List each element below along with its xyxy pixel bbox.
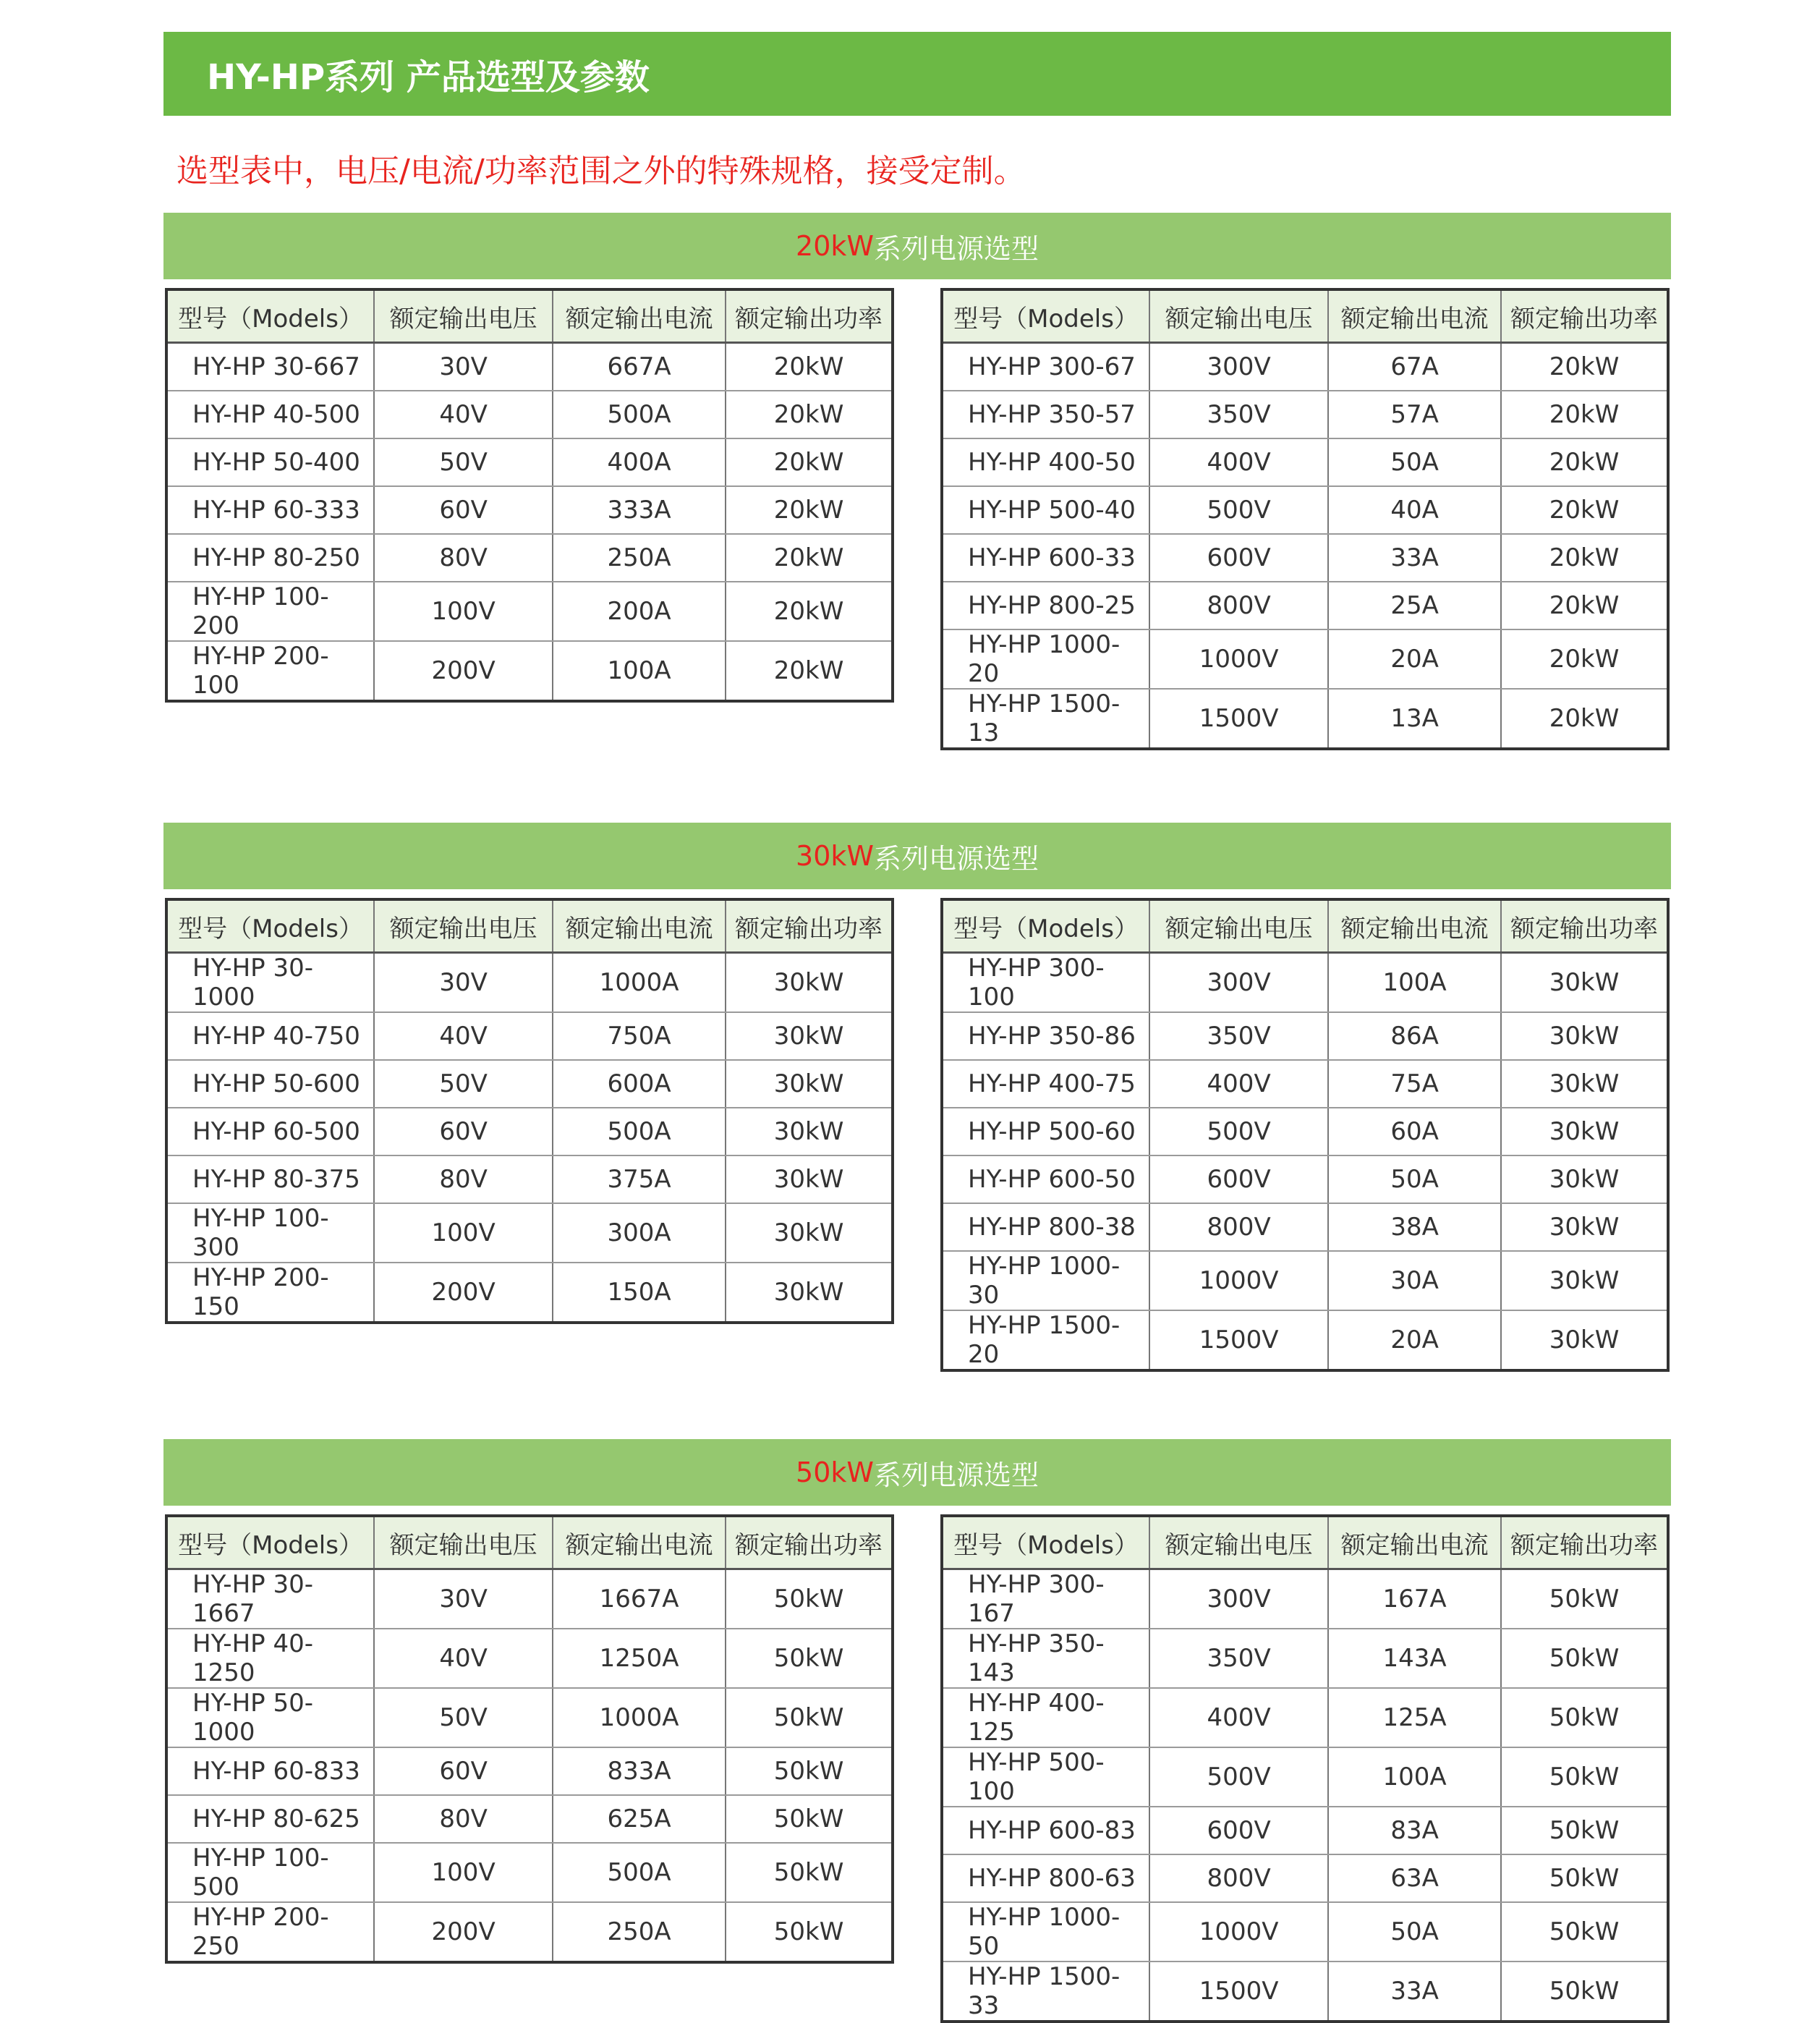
table-cell: 50kW: [1501, 1961, 1668, 2022]
table-row: [166, 1688, 893, 1747]
table-row: [166, 343, 893, 391]
table-header-row: [942, 899, 1668, 953]
table-cell: 30kW: [1501, 1060, 1668, 1108]
table-cell: 100V: [374, 1203, 553, 1263]
table-cell: HY-HP 30-1667: [166, 1569, 374, 1629]
table-cell: HY-HP 300-100: [942, 953, 1149, 1013]
table-cell: HY-HP 40-500: [166, 391, 374, 438]
table-cell: 13A: [1328, 689, 1501, 749]
table-cell: 800V: [1149, 582, 1328, 629]
table-cell: 1000A: [553, 1688, 726, 1747]
table-cell: 20kW: [726, 343, 893, 391]
table-cell: 30kW: [726, 1012, 893, 1060]
table-cell: HY-HP 200-100: [192, 642, 329, 700]
table-cell: 63A: [1328, 1854, 1501, 1902]
page-title: HY-HP系列 产品选型及参数: [207, 56, 650, 98]
table-cell: HY-HP 1000-50: [942, 1902, 1149, 1961]
table-row: [166, 438, 893, 486]
table-row: [942, 1629, 1668, 1688]
table-row: [166, 1747, 893, 1795]
column-header: 型号（Models）: [166, 899, 374, 953]
table-cell: 20kW: [726, 534, 893, 582]
table-row: [166, 1843, 893, 1902]
table-cell: 50kW: [726, 1629, 893, 1688]
table-header-row: [942, 289, 1668, 343]
table-cell: 1500V: [1149, 689, 1328, 749]
table-row: [942, 1108, 1668, 1155]
table-row: [942, 1807, 1668, 1854]
column-header: 额定输出电流: [1328, 899, 1501, 953]
table-cell: 38A: [1328, 1203, 1501, 1251]
table-cell: 80V: [374, 1155, 553, 1203]
table-cell: 33A: [1328, 1961, 1501, 2022]
column-header: 额定输出电压: [1149, 1516, 1328, 1569]
table-cell: 500A: [553, 1843, 726, 1902]
column-header: 额定输出功率: [1501, 899, 1668, 953]
table-header-row: [166, 289, 893, 343]
table-cell: HY-HP 1500-13: [968, 690, 1121, 747]
table-cell: 30kW: [726, 953, 893, 1013]
table-row: [942, 1251, 1668, 1310]
table-cell: 100A: [1328, 953, 1501, 1013]
table-row: [942, 1569, 1668, 1629]
table-cell: HY-HP 1000-30: [942, 1251, 1149, 1310]
table-cell: HY-HP 300-167: [942, 1569, 1149, 1629]
table-row: [166, 534, 893, 582]
custom-spec-notice: 选型表中，电压/电流/功率范围之外的特殊规格，接受定制。: [177, 153, 1026, 190]
section-power: 20kW: [796, 230, 874, 262]
table-cell: 200V: [374, 1902, 553, 1962]
table-cell: 30A: [1328, 1251, 1501, 1310]
table-cell: HY-HP 500-40: [942, 486, 1149, 534]
table-cell: HY-HP 80-375: [166, 1155, 374, 1203]
table-cell: 750A: [553, 1012, 726, 1060]
table-cell: 143A: [1328, 1629, 1501, 1688]
table-cell: 600V: [1149, 1807, 1328, 1854]
table-cell: 80V: [374, 534, 553, 582]
table-cell: 40V: [374, 1012, 553, 1060]
table-cell: 250A: [553, 1902, 726, 1962]
table-row: [942, 343, 1668, 391]
table-row: [942, 391, 1668, 438]
table-cell: 30kW: [1501, 1108, 1668, 1155]
table-cell: 20A: [1328, 629, 1501, 689]
table-cell: 50A: [1328, 1902, 1501, 1961]
table-cell: HY-HP 80-250: [166, 534, 374, 582]
table-cell: 20kW: [726, 438, 893, 486]
table-cell: 50kW: [726, 1688, 893, 1747]
table-cell: 20kW: [726, 582, 893, 641]
table-cell: 50kW: [726, 1569, 893, 1629]
table-cell: HY-HP 50-400: [166, 438, 374, 486]
table-cell: 50kW: [1501, 1747, 1668, 1807]
column-header: 额定输出功率: [726, 289, 893, 343]
table-cell: 300V: [1149, 953, 1328, 1013]
table-cell: 30kW: [726, 1108, 893, 1155]
table-cell: 30kW: [1501, 953, 1668, 1013]
spec-table-30kW-right: [940, 898, 1670, 1372]
column-header: 额定输出功率: [726, 1516, 893, 1569]
table-row: [942, 1747, 1668, 1807]
table-cell: 50V: [374, 1688, 553, 1747]
table-cell: HY-HP 200-250: [192, 1903, 329, 1961]
table-row: [166, 1012, 893, 1060]
table-row: [942, 534, 1668, 582]
table-row: [166, 486, 893, 534]
table-cell: 800V: [1149, 1854, 1328, 1902]
table-cell: 833A: [553, 1747, 726, 1795]
table-row: [942, 1060, 1668, 1108]
table-row: [942, 1310, 1668, 1370]
section-band-2: [163, 1439, 1671, 1506]
table-cell: 350V: [1149, 1012, 1328, 1060]
table-cell: 40V: [374, 1629, 553, 1688]
table-cell: 20A: [1328, 1310, 1501, 1370]
table-cell: 50A: [1328, 438, 1501, 486]
table-cell: HY-HP 500-100: [942, 1747, 1149, 1807]
column-header: 额定输出电流: [1328, 1516, 1501, 1569]
table-cell: 75A: [1328, 1060, 1501, 1108]
spec-table-30kW-left: [165, 898, 894, 1324]
table-cell: 1000V: [1149, 1251, 1328, 1310]
table-cell: 600A: [553, 1060, 726, 1108]
table-cell: HY-HP 800-63: [942, 1854, 1149, 1902]
table-cell: 30kW: [726, 1263, 893, 1323]
table-cell: HY-HP 30-667: [166, 343, 374, 391]
table-cell: HY-HP 1500-20: [968, 1311, 1121, 1369]
table-cell: HY-HP 800-38: [942, 1203, 1149, 1251]
page-header: [163, 32, 1671, 116]
table-cell: 30kW: [726, 1060, 893, 1108]
table-cell: 1500V: [1149, 1310, 1328, 1370]
table-cell: 30V: [374, 1569, 553, 1629]
table-cell: 600V: [1149, 534, 1328, 582]
table-cell: HY-HP 1500-33: [968, 1962, 1121, 2020]
table-cell: HY-HP 50-600: [166, 1060, 374, 1108]
table-cell: 60V: [374, 1108, 553, 1155]
table-header-row: [166, 899, 893, 953]
table-cell: 20kW: [726, 641, 893, 701]
column-header: 型号（Models）: [166, 289, 374, 343]
table-cell: 50V: [374, 1060, 553, 1108]
column-header: 额定输出电流: [553, 1516, 726, 1569]
spec-table-50kW-right: [940, 1514, 1670, 2023]
column-header: 额定输出电压: [374, 1516, 553, 1569]
table-cell: 333A: [553, 486, 726, 534]
table-cell: HY-HP 100-200: [166, 582, 374, 641]
table-cell: 500V: [1149, 1747, 1328, 1807]
table-cell: HY-HP 400-75: [942, 1060, 1149, 1108]
table-cell: 100A: [553, 641, 726, 701]
section-power: 50kW: [796, 1456, 874, 1488]
table-cell: 50kW: [1501, 1569, 1668, 1629]
table-cell: 30kW: [1501, 1012, 1668, 1060]
table-row: [166, 391, 893, 438]
table-cell: 33A: [1328, 534, 1501, 582]
table-cell: 20kW: [1501, 438, 1668, 486]
table-cell: 20kW: [1501, 629, 1668, 689]
table-row: [942, 582, 1668, 629]
table-cell: 300V: [1149, 1569, 1328, 1629]
spec-table-20kW-left: [165, 288, 894, 703]
table-row: [942, 1688, 1668, 1747]
column-header: 额定输出电流: [553, 899, 726, 953]
table-cell: 400V: [1149, 1060, 1328, 1108]
table-cell: 400V: [1149, 1688, 1328, 1747]
table-cell: HY-HP 40-1250: [166, 1629, 374, 1688]
table-cell: 30kW: [1501, 1310, 1668, 1370]
table-cell: 800V: [1149, 1203, 1328, 1251]
table-cell: 500V: [1149, 486, 1328, 534]
table-cell: 667A: [553, 343, 726, 391]
table-cell: 300V: [1149, 343, 1328, 391]
table-row: [166, 1263, 893, 1323]
table-header-row: [942, 1516, 1668, 1569]
column-header: 额定输出电流: [553, 289, 726, 343]
table-cell: 50kW: [726, 1747, 893, 1795]
table-row: [942, 1961, 1668, 2022]
table-cell: 60V: [374, 1747, 553, 1795]
table-cell: 86A: [1328, 1012, 1501, 1060]
section-title: 系列电源选型: [873, 232, 1039, 265]
table-cell: 500A: [553, 391, 726, 438]
table-cell: 30kW: [726, 1155, 893, 1203]
section-title: 系列电源选型: [873, 842, 1039, 875]
table-cell: 83A: [1328, 1807, 1501, 1854]
table-cell: 80V: [374, 1795, 553, 1843]
table-cell: 30kW: [726, 1203, 893, 1263]
column-header: 型号（Models）: [942, 289, 1149, 343]
table-cell: 375A: [553, 1155, 726, 1203]
table-row: [166, 1569, 893, 1629]
table-row: [166, 1108, 893, 1155]
table-row: [942, 1012, 1668, 1060]
table-header-row: [166, 1516, 893, 1569]
table-cell: 20kW: [1501, 582, 1668, 629]
table-cell: 50V: [374, 438, 553, 486]
table-cell: 50A: [1328, 1155, 1501, 1203]
table-row: [166, 1902, 893, 1962]
table-cell: 20kW: [726, 391, 893, 438]
table-cell: 100V: [374, 582, 553, 641]
table-cell: 1000A: [553, 953, 726, 1013]
table-cell: 300A: [553, 1203, 726, 1263]
column-header: 额定输出电压: [1149, 899, 1328, 953]
table-cell: HY-HP 300-67: [942, 343, 1149, 391]
table-cell: 50kW: [1501, 1902, 1668, 1961]
table-cell: HY-HP 50-1000: [166, 1688, 374, 1747]
table-cell: 57A: [1328, 391, 1501, 438]
table-cell: 30V: [374, 953, 553, 1013]
table-cell: 20kW: [726, 486, 893, 534]
table-cell: 20kW: [1501, 534, 1668, 582]
table-cell: 1500V: [1149, 1961, 1328, 2022]
column-header: 型号（Models）: [166, 1516, 374, 1569]
table-cell: HY-HP 350-57: [942, 391, 1149, 438]
table-row: [166, 1060, 893, 1108]
column-header: 额定输出功率: [1501, 289, 1668, 343]
table-cell: 20kW: [1501, 343, 1668, 391]
table-cell: HY-HP 40-750: [166, 1012, 374, 1060]
column-header: 额定输出电压: [374, 289, 553, 343]
table-row: [942, 438, 1668, 486]
section-band-1: [163, 823, 1671, 889]
table-cell: 100A: [1328, 1747, 1501, 1807]
table-row: [166, 953, 893, 1013]
spec-table-50kW-left: [165, 1514, 894, 1964]
table-cell: 40V: [374, 391, 553, 438]
table-cell: 1000V: [1149, 1902, 1328, 1961]
table-cell: 60A: [1328, 1108, 1501, 1155]
table-cell: 1667A: [553, 1569, 726, 1629]
table-cell: 30kW: [1501, 1251, 1668, 1310]
table-cell: 250A: [553, 534, 726, 582]
table-row: [166, 1629, 893, 1688]
table-cell: 20kW: [1501, 486, 1668, 534]
column-header: 额定输出功率: [1501, 1516, 1668, 1569]
table-cell: 40A: [1328, 486, 1501, 534]
table-cell: 400V: [1149, 438, 1328, 486]
table-row: [942, 689, 1668, 749]
table-cell: 200A: [553, 582, 726, 641]
table-row: [166, 1795, 893, 1843]
table-row: [942, 1902, 1668, 1961]
table-cell: 20kW: [1501, 391, 1668, 438]
spec-table-20kW-right: [940, 288, 1670, 750]
table-cell: 1000V: [1149, 629, 1328, 689]
table-cell: 20kW: [1501, 689, 1668, 749]
table-cell: 50kW: [1501, 1807, 1668, 1854]
table-row: [166, 1203, 893, 1263]
table-cell: 600V: [1149, 1155, 1328, 1203]
table-cell: HY-HP 400-50: [942, 438, 1149, 486]
table-cell: HY-HP 600-83: [942, 1807, 1149, 1854]
table-cell: HY-HP 800-25: [942, 582, 1149, 629]
column-header: 型号（Models）: [942, 899, 1149, 953]
table-cell: 50kW: [726, 1843, 893, 1902]
column-header: 型号（Models）: [942, 1516, 1149, 1569]
table-row: [942, 1854, 1668, 1902]
table-cell: HY-HP 1000-20: [942, 629, 1149, 689]
table-cell: HY-HP 60-500: [166, 1108, 374, 1155]
table-cell: 50kW: [726, 1795, 893, 1843]
table-cell: HY-HP 60-333: [166, 486, 374, 534]
table-row: [166, 582, 893, 641]
table-cell: 67A: [1328, 343, 1501, 391]
table-cell: HY-HP 100-500: [166, 1843, 374, 1902]
table-cell: HY-HP 60-833: [166, 1747, 374, 1795]
table-cell: 125A: [1328, 1688, 1501, 1747]
table-cell: 50kW: [1501, 1629, 1668, 1688]
table-row: [942, 486, 1668, 534]
table-cell: 100V: [374, 1843, 553, 1902]
table-cell: 1250A: [553, 1629, 726, 1688]
table-cell: 30V: [374, 343, 553, 391]
table-cell: 50kW: [1501, 1854, 1668, 1902]
table-cell: 625A: [553, 1795, 726, 1843]
table-cell: HY-HP 400-125: [942, 1688, 1149, 1747]
table-cell: 167A: [1328, 1569, 1501, 1629]
table-cell: 500A: [553, 1108, 726, 1155]
table-cell: 60V: [374, 486, 553, 534]
table-cell: HY-HP 500-60: [942, 1108, 1149, 1155]
table-cell: HY-HP 600-50: [942, 1155, 1149, 1203]
section-title: 系列电源选型: [873, 1459, 1039, 1491]
table-cell: HY-HP 200-150: [192, 1263, 329, 1321]
table-cell: HY-HP 350-143: [942, 1629, 1149, 1688]
table-cell: 350V: [1149, 1629, 1328, 1688]
table-cell: 30kW: [1501, 1155, 1668, 1203]
table-cell: 30kW: [1501, 1203, 1668, 1251]
table-cell: 25A: [1328, 582, 1501, 629]
table-cell: HY-HP 350-86: [942, 1012, 1149, 1060]
table-cell: HY-HP 30-1000: [166, 953, 374, 1013]
table-row: [942, 1155, 1668, 1203]
column-header: 额定输出电流: [1328, 289, 1501, 343]
table-cell: HY-HP 600-33: [942, 534, 1149, 582]
table-row: [166, 641, 893, 701]
column-header: 额定输出功率: [726, 899, 893, 953]
table-cell: 50kW: [726, 1902, 893, 1962]
table-cell: 350V: [1149, 391, 1328, 438]
table-cell: 150A: [553, 1263, 726, 1323]
table-row: [166, 1155, 893, 1203]
section-band-0: [163, 213, 1671, 279]
table-cell: 200V: [374, 641, 553, 701]
table-cell: 50kW: [1501, 1688, 1668, 1747]
table-row: [942, 953, 1668, 1013]
table-cell: HY-HP 80-625: [166, 1795, 374, 1843]
section-power: 30kW: [796, 840, 874, 872]
table-cell: HY-HP 100-300: [166, 1203, 374, 1263]
column-header: 额定输出电压: [1149, 289, 1328, 343]
table-row: [942, 1203, 1668, 1251]
table-row: [942, 629, 1668, 689]
column-header: 额定输出电压: [374, 899, 553, 953]
table-cell: 200V: [374, 1263, 553, 1323]
table-cell: 500V: [1149, 1108, 1328, 1155]
table-cell: 400A: [553, 438, 726, 486]
